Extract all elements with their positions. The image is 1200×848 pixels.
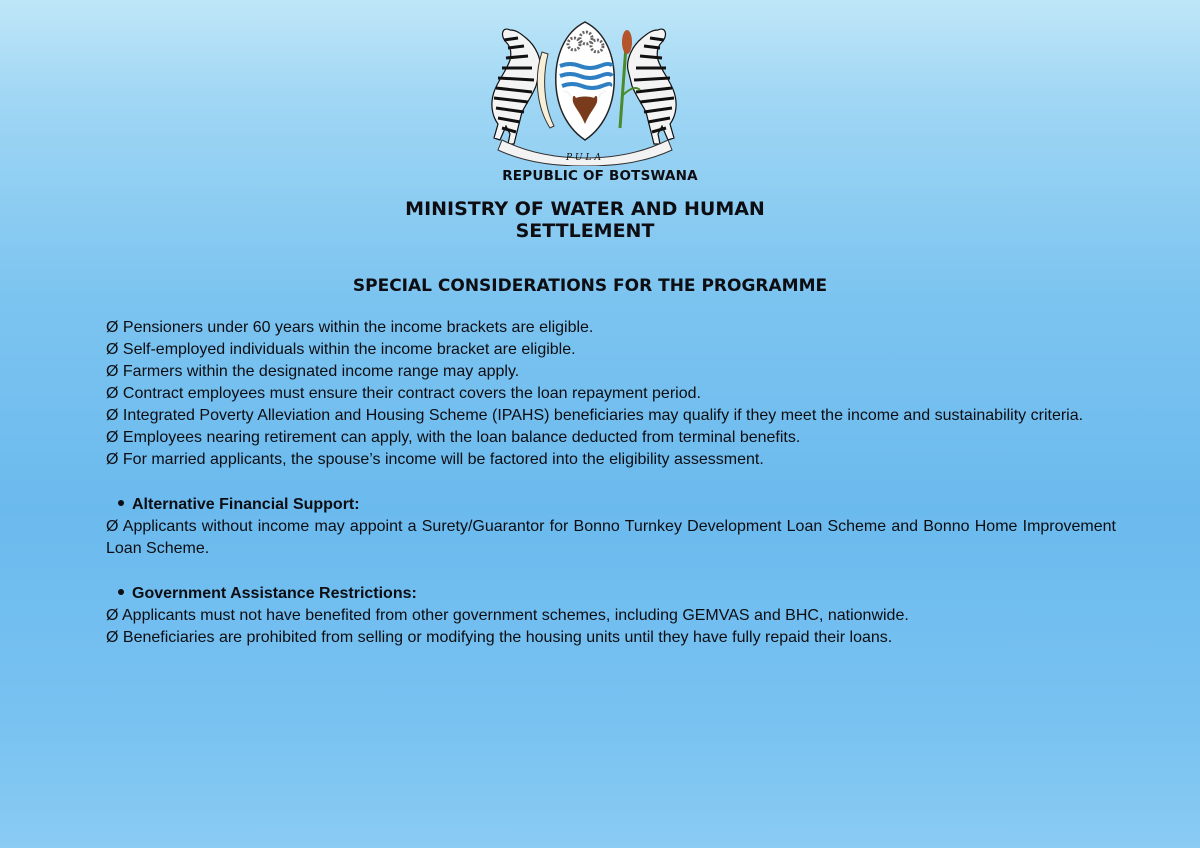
consideration-item: Ø For married applicants, the spouse’s income will be factored into the eligibility assessment. [106,451,764,468]
alternative-support-heading-text: Alternative Financial Support: [132,496,360,513]
considerations-body [106,317,1116,649]
consideration-item: Ø Self-employed individuals within the income bracket are eligible. [106,341,576,358]
bullet-icon [118,589,124,595]
restrictions-heading-text: Government Assistance Restrictions: [132,585,417,602]
motto-ribbon [498,140,672,166]
botswana-coat-of-arms-icon [480,16,690,166]
restriction-item: Ø Beneficiaries are prohibited from selling or modifying the housing units until they have fully repaid their loans. [106,629,893,646]
alternative-support-heading [106,494,1116,516]
consideration-item: Ø Contract employees must ensure their contract covers the loan repayment period. [106,385,701,402]
right-zebra-icon [628,29,676,144]
ministry-title-line2: SETTLEMENT [515,220,655,242]
restriction-item: Ø Applicants must not have benefited from other government schemes, including GEMVAS and BHC, nationwide. [106,607,909,624]
restrictions-heading [106,583,1116,605]
consideration-item: Ø Pensioners under 60 years within the income brackets are eligible. [106,319,594,336]
alternative-support-item: Ø Applicants without income may appoint a Surety/Guarantor for Bonno Turnkey Development Loan Scheme and Bonno Home Improvement Loan Scheme. [106,518,1116,557]
spacer [106,471,1116,493]
ministry-title [0,198,1170,242]
shield-icon [556,22,614,140]
motto-text: PULA [566,153,604,163]
consideration-item: Ø Farmers within the designated income range may apply. [106,363,520,380]
bullet-icon [118,500,124,506]
republic-title: REPUBLIC OF BOTSWANA [502,168,698,184]
ministry-title-line1: MINISTRY OF WATER AND HUMAN [405,198,765,220]
section-heading: SPECIAL CONSIDERATIONS FOR THE PROGRAMME [352,276,828,296]
consideration-item: Ø Integrated Poverty Alleviation and Housing Scheme (IPAHS) beneficiaries may qualify if they meet the income and sustainability criteria. [106,407,1084,424]
left-zebra-icon [492,29,540,144]
spacer [106,560,1116,582]
consideration-item: Ø Employees nearing retirement can apply, with the loan balance deducted from terminal benefits. [106,429,801,446]
